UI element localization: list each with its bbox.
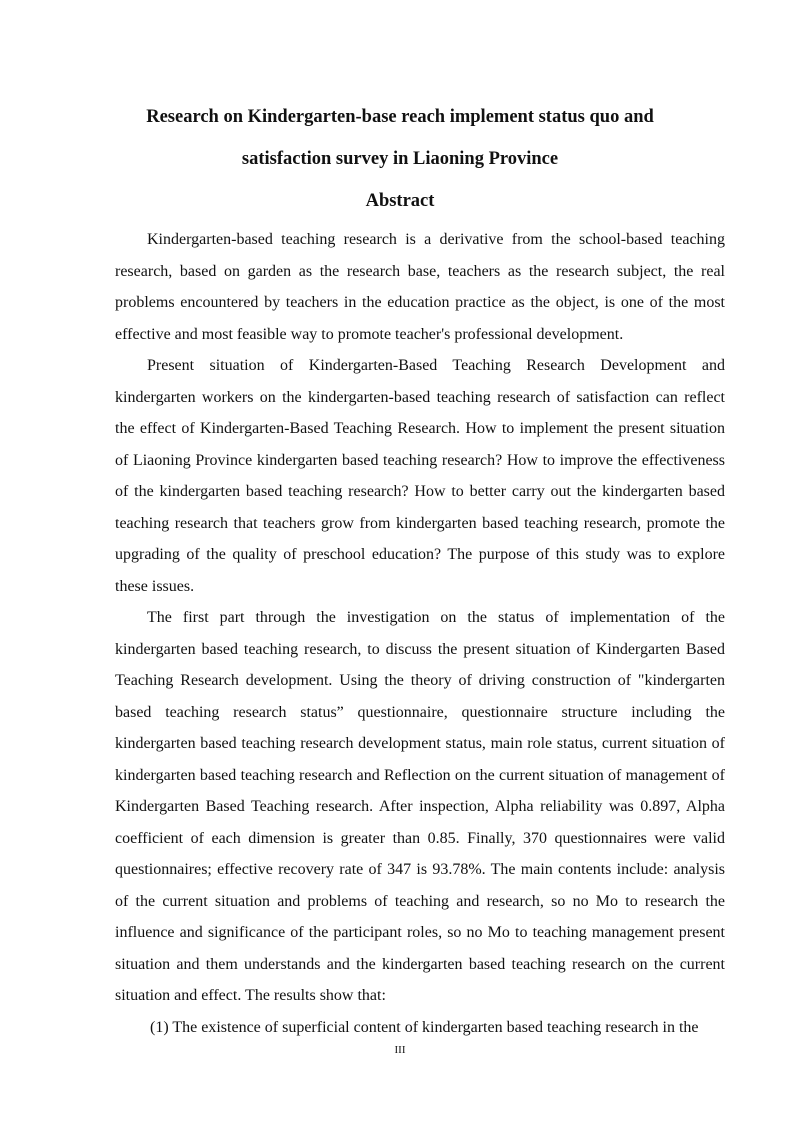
abstract-paragraph-3: The first part through the investigation on the status of implementation of the kindergarten based teaching research, to discuss the present situation of Kindergarten Based Teaching Research development. Using the theory of driving construction of "kindergarten based teaching research status” questionnaire, questionnaire structure including the kindergarten based teaching research development status, main role status, current situation of kindergarten based teaching research and Reflection on the current situation of management of Kindergarten Based Teaching research. After inspection, Alpha reliability was 0.897, Alpha coefficient of each dimension is greater than 0.85. Finally, 370 questionnaires were valid questionnaires; effective recovery rate of 347 is 93.78%. The main contents include: analysis of the current situation and problems of teaching and research, so no Mo to research the influence and significance of the participant roles, so no Mo to teaching management present situation and them understands and the kindergarten based teaching research on the current situation and effect. The results show that: xyxy=(115,609,725,1004)
title-line-1: Research on Kindergarten-base reach implement status quo and xyxy=(146,107,654,127)
abstract-body xyxy=(115,224,725,1043)
title-line-2: satisfaction survey in Liaoning Province xyxy=(241,149,559,169)
result-list-item-1: (1) The existence of superficial content of kindergarten based teaching research in the xyxy=(150,1018,699,1036)
page-number: III xyxy=(394,1044,406,1056)
abstract-heading: Abstract xyxy=(365,191,435,211)
abstract-paragraph-2: Present situation of Kindergarten-Based Teaching Research Development and kindergarten workers on the kindergarten-based teaching research of satisfaction can reflect the effect of Kindergarten-Based Teaching Research. How to implement the present situation of Liaoning Province kindergarten based teaching research? How to improve the effectiveness of the kindergarten based teaching research? How to better carry out the kindergarten based teaching research that teachers grow from kindergarten based teaching research, promote the upgrading of the quality of preschool education? The purpose of this study was to explore these issues. xyxy=(115,357,725,595)
abstract-paragraph-1: Kindergarten-based teaching research is a derivative from the school-based teaching research, based on garden as the research base, teachers as the research subject, the real problems encountered by teachers in the education practice as the object, is one of the most effective and most feasible way to promote teacher's professional development. xyxy=(115,231,725,343)
